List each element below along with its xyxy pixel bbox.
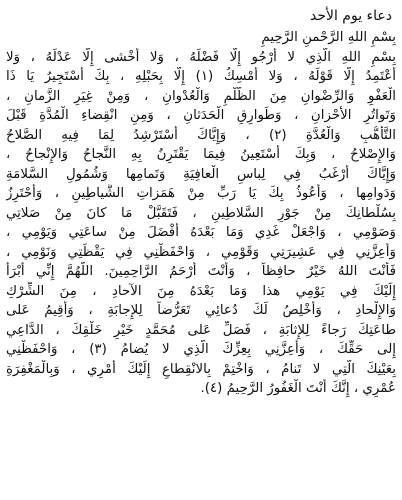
text-line: أَعْتَمِدُ إِلَّا قَوْلَهُ ، وَلا أُمْسِكُ (١) إِلَّا بِحَبْلِهِ ، بِكَ أَسْتَجِيرُ يَا ذَا [6,69,396,84]
text-line: التَّأَهُّبِ وَالْعُدَّةِ (٢) ، وَإِيَّاكَ أَسْتَرْشِدُ لِمَا فِيهِ الصَّلاحُ [6,127,396,143]
text-line: عُمْرِي ، إِنَّكَ أَنْتَ الْغَفُورُ الرَّحِيمُ (٤). [200,381,396,396]
text-line: فَأَنْتَ اللهُ خَيْرٌ حافِظاً ، وَأَنْتَ أَرْحَمُ الرَّاحِمِينَ. اللّهُمَّ إِنِّي أَبْرَأُ [6,264,396,279]
text-line: وَتَواتُرِ الأَحْزانِ ، وَطَوارِقِ الْحَدَثانِ ، وَمِنِ انْقِضاءِ الْمُدَّةِ قَبْلَ [6,108,396,123]
basmala: بِسْمِ اللهِ الرَّحْمنِ الرَّحِيمِ [261,30,396,45]
text-line: إِلى حَقِّكَ ، وَأَعِزَّنِي بِعِزِّكَ الَّذِي لا يُضامُ (٣) ، وَاحْفَظْنِي [6,342,396,357]
text-line: وَإِيَّاكَ أَرْغَبُ فِي لِباسِ الْعافِيَةِ وَتَمامِها وَشُمُولِ السَّلامَةِ [6,166,396,182]
text-line: وَدَوامِها ، وَأَعُوذُ بِكَ يَا رَبِّ مِنْ هَمَزاتِ الشَّياطِينِ ، وَأَحْتَرِزُ [6,186,396,201]
text-line: وَالإِلْحادِ ، وَأُخْلِصُ لَكَ دُعائِي تَعَرُّضاً لِلإِجابَةِ ، وَأُقِيمُ عَلى [6,303,396,318]
text-line: بِعَيْنِكَ الَّتِي لا تَنامُ ، وَاخْتِمْ بِالانْقِطاعِ إِلَيْكَ أَمْرِي ، وَبِالْمَغْفِرَةِ [6,361,396,377]
text-line: بِسُلْطانِكَ مِنْ جَوْرِ السَّلاطِينِ ، فَتَقَبَّلْ مَا كانَ مِنْ صَلاتِي [6,205,396,221]
text-line: بِسْمِ اللهِ الَّذِي لا أَرْجُو إِلَّا فَضْلَهُ ، وَلا أَخْشى إِلَّا عَدْلَهُ ، وَلا [6,49,396,65]
document-title: دعاء يوم الأحد [309,8,392,24]
text-line: إِلَيْكَ فِي يَوْمِي هذا وَمَا بَعْدَهُ مِنَ الآحادِ ، مِنَ الشِّرْكِ [6,283,396,299]
text-line: وَصَوْمِي ، وَاجْعَلْ غَدِي وَمَا بَعْدَهُ أَفْضَلَ مِنْ ساعَتِي وَيَوْمِي ، [6,225,396,240]
text-line: الْعَفْوِ وَالرِّضْوانِ مِنَ الظُّلْمِ وَالْعُدْوانِ ، وَمِنْ غِيَرِ الزَّمانِ ، [6,88,396,104]
text-line: طاعَتِكَ رَجاءً لِلإِثابَةِ ، فَصَلِّ عَلى مُحَمَّدٍ خَيْرِ خَلْقِكَ ، الدَّاعِي [6,322,396,338]
text-line: وَأَعِزَّنِي فِي عَشِيرَتِي وَقَوْمِي ، وَاحْفَظْنِي فِي يَقْظَتِي وَنَوْمِي ، [6,244,396,260]
text-line: وَالإِصْلاحُ ، وَبِكَ أَسْتَعِينُ فِيمَا يَقْتَرِنُ بِهِ النَّجاحُ وَالإِنْجاحُ ، [6,147,396,162]
document-body [6,48,396,399]
